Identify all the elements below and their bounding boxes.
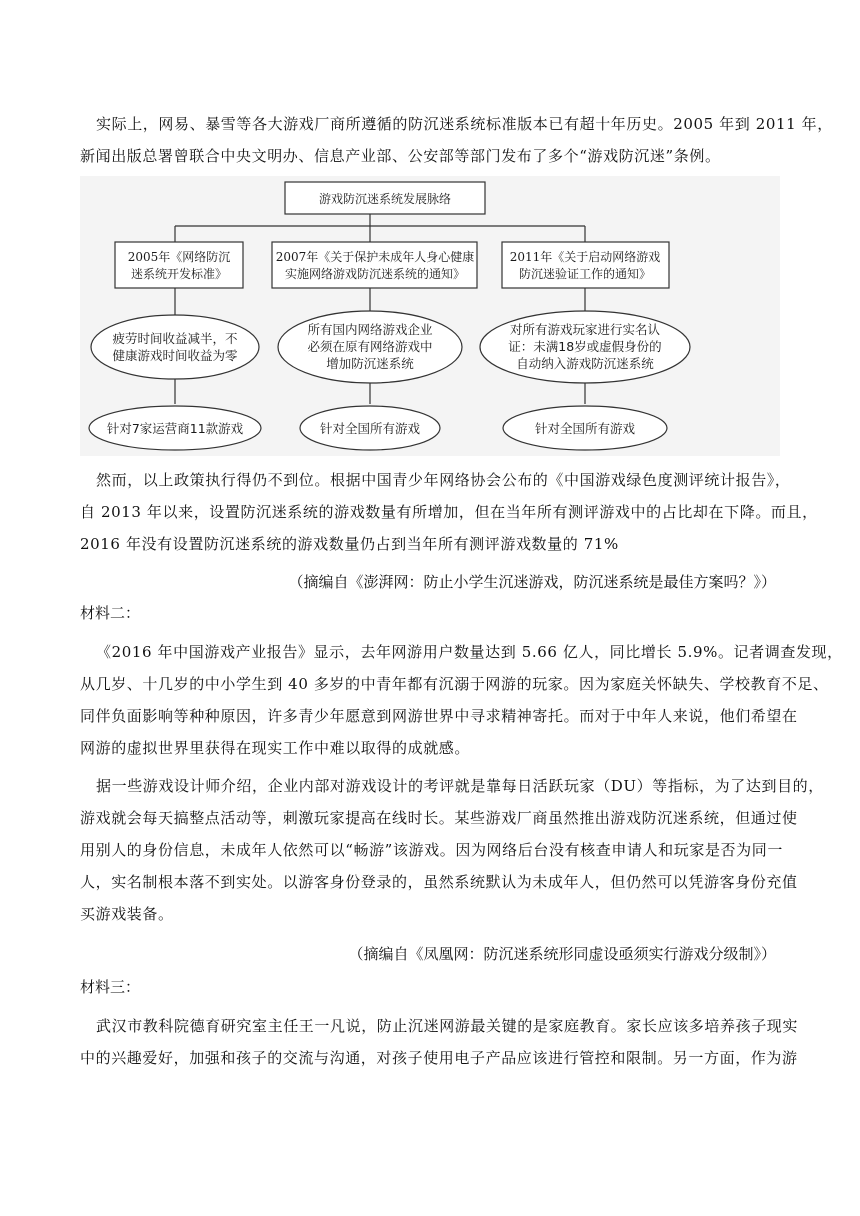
rule-2005-line1: 疲劳时间收益减半，不 (112, 331, 238, 346)
intro-paragraph (80, 108, 833, 172)
text-line: 《2016 年中国游戏产业报告》显示，去年网游用户数量达到 5.66 亿人，同比增长 5.9%。记者调查发现， (96, 643, 843, 661)
text-line: 实际上，网易、暴雪等各大游戏厂商所遵循的防沉迷系统标准版本已有超十年历史。2005 年到 2011 年， (96, 115, 833, 133)
doc-2011-line1: 2011年《关于启动网络游戏 (509, 250, 661, 264)
rule-2011-line2: 证：未满18岁或虚假身份的 (508, 339, 662, 354)
text-line: 人，实名制根本落不到实处。以游客身份登录的，虽然系统默认为未成年人，但仍然可以凭游客身份充值 (80, 873, 798, 891)
text-line: 2016 年没有设置防沉迷系统的游戏数量仍占到当年所有测评游戏数量的 71% (80, 535, 619, 553)
doc-2005-line1: 2005年《网络防沉 (127, 250, 231, 264)
flowchart-diagram (80, 176, 780, 456)
doc-box-2005 (115, 242, 243, 288)
text-line: 买游戏装备。 (80, 905, 174, 923)
text-line: 自 2013 年以来，设置防沉迷系统的游戏数量有所增加，但在当年所有测评游戏中的占比却在下降。而且， (80, 503, 818, 521)
doc-box-2011 (502, 242, 669, 288)
text-line: 从几岁、十几岁的中小学生到 40 多岁的中青年都有沉溺于网游的玩家。因为家庭关怀缺失、学校教育不足、 (80, 675, 829, 693)
source-citation-2: （摘编自《凤凰网：防沉迷系统形同虚设亟须实行游戏分级制》） (348, 945, 776, 963)
text-line: 然而，以上政策执行得仍不到位。根据中国青少年网络协会公布的《中国游戏绿色度测评统计报告》， (96, 471, 791, 489)
rule-2011-line3: 自动纳入游戏防沉迷系统 (516, 356, 654, 371)
text-line: 据一些游戏设计师介绍，企业内部对游戏设计的考评就是靠每日活跃玩家（DU）等指标，为了达到目的， (96, 777, 824, 795)
text-line: 新闻出版总署曾联合中央文明办、信息产业部、公安部等部门发布了多个“游戏防沉迷”条例。 (80, 147, 721, 165)
rule-ellipse-2005 (91, 315, 259, 379)
rule-2007-line3: 增加防沉迷系统 (326, 356, 414, 371)
rule-2007-line1: 所有国内网络游戏企业 (307, 322, 433, 337)
text-line: 中的兴趣爱好，加强和孩子的交流与沟通，对孩子使用电子产品应该进行管控和限制。另一方面，作为游 (80, 1049, 798, 1067)
diagram-title: 游戏防沉迷系统发展脉络 (318, 192, 452, 206)
paragraph-2 (80, 464, 818, 560)
text-line: 游戏就会每天搞整点活动等，刺激玩家提高在线时长。某些游戏厂商虽然推出游戏防沉迷系统，但通过使 (80, 809, 798, 827)
section-label-material-3: 材料三： (80, 978, 141, 996)
doc-2007-line2: 实施网络游戏防沉迷系统的通知》 (284, 267, 466, 281)
doc-2011-line2: 防沉迷验证工作的通知》 (518, 267, 652, 281)
doc-box-2007 (272, 242, 477, 288)
doc-2007-line1: 2007年《关于保护未成年人身心健康 (275, 250, 475, 264)
rule-2005-line2: 健康游戏时间收益为零 (112, 348, 238, 363)
text-line: 同伴负面影响等种种原因，许多青少年愿意到网游世界中寻求精神寄托。而对于中年人来说，他们希望在 (80, 707, 798, 725)
source-citation-1: （摘编自《澎湃网：防止小学生沉迷游戏，防沉迷系统是最佳方案吗？》） (288, 573, 776, 591)
text-line: 武汉市教科院德育研究室主任王一凡说，防止沉迷网游最关键的是家庭教育。家长应该多培养孩子现实 (96, 1017, 799, 1035)
rule-2011-line1: 对所有游戏玩家进行实名认 (509, 322, 661, 337)
text-line: 用别人的身份信息，未成年人依然可以“畅游”该游戏。因为网络后台没有核查申请人和玩家是否为同一 (80, 841, 783, 859)
paragraph-5 (80, 1010, 799, 1074)
paragraph-3 (80, 636, 843, 764)
doc-2005-line2: 迷系统开发标准》 (130, 267, 228, 281)
section-label-material-2: 材料二： (80, 604, 141, 622)
paragraph-4 (80, 770, 824, 930)
scope-2005: 针对7家运营商11款游戏 (106, 421, 244, 436)
scope-2007: 针对全国所有游戏 (319, 421, 421, 436)
rule-2007-line2: 必须在原有网络游戏中 (307, 339, 433, 354)
text-line: 网游的虚拟世界里获得在现实工作中难以取得的成就感。 (80, 739, 471, 757)
flowchart-svg (80, 176, 780, 456)
scope-2011: 针对全国所有游戏 (534, 421, 636, 436)
